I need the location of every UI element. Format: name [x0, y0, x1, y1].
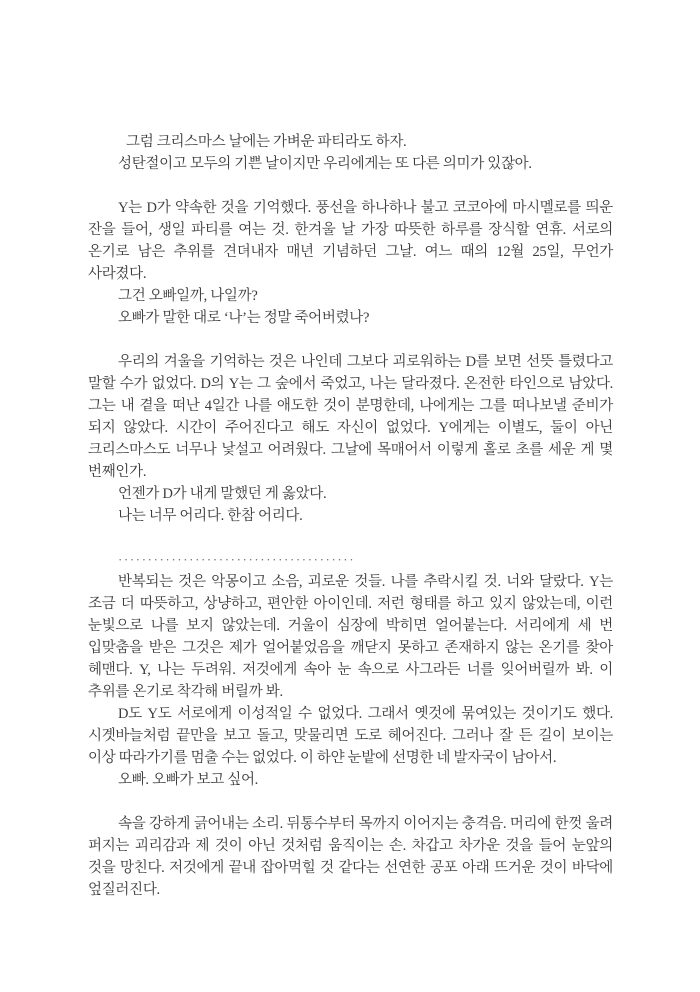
- dialogue-block-1: [88, 131, 613, 175]
- dialogue-block-2: [88, 285, 613, 329]
- dialogue-line: 그건 오빠일까, 나일까?: [118, 288, 258, 304]
- dialogue-block-3: [88, 483, 613, 527]
- section-divider: ········································: [118, 552, 356, 567]
- dialogue-line: 오빠가 말한 대로 ‘나’는 정말 죽어버렸나?: [118, 310, 370, 326]
- dialogue-line: 성탄절이고 모두의 기쁜 날이지만 우리에게는 또 다른 의미가 있잖아.: [118, 156, 532, 172]
- paragraph: 우리의 겨울을 기억하는 것은 나인데 그보다 괴로워하는 D를 보면 선뜻 틀렸다고 말할 수가 없었다. D의 Y는 그 숲에서 죽었고, 나는 달라졌다. 온전한 타인으로 남았다. 그는 내 곁을 떠난 4일간 나를 애도한 것이 분명한데, 나에게는 그를 떠나보낼 준비가 되지 않았다. 시간이 주어진다고 해도 자신이 없었다. Y에게는 이별도, 둘이 아닌 크리스마스도 너무나 낯설고 어려웠다. 그날에 목매어서 이렇게 홀로 초를 세운 게 몇 번째인가.: [88, 354, 613, 480]
- paragraph: 반복되는 것은 악몽이고 소음, 괴로운 것들. 나를 추락시킬 것. 너와 달랐다. Y는 조금 더 따뜻하고, 상냥하고, 편안한 아이인데. 저런 형태를 하고 있지 않았는데, 이런 눈빛으로 나를 보지 않았는데. 거울이 심장에 박히면 얼어붙는다. 서리에게 세 번 입맞춤을 받은 그것은 제가 얼어붙었음을 깨닫지 못하고 존재하지 않는 온기를 찾아 헤맨다. Y, 나는 두려워. 저것에게 속아 눈 속으로 사그라든 너를 잊어버릴까 봐. 이 추위를 온기로 착각해 버릴까 봐.: [88, 574, 613, 700]
- paragraph: 속을 강하게 긁어내는 소리. 뒤통수부터 목까지 이어지는 충격음. 머리에 한껏 울려 퍼지는 괴리감과 제 것이 아닌 것처럼 움직이는 손. 차갑고 차가운 것을 들어 눈앞의 것을 망친다. 저것에게 끝내 잡아먹힐 것 같다는 선연한 공포 아래 뜨거운 것이 바닥에 엎질러진다.: [88, 816, 613, 898]
- paragraph: D도 Y도 서로에게 이성적일 수 없었다. 그래서 옛것에 묶여있는 것이기도 했다. 시곗바늘처럼 끝만을 보고 돌고, 맞물리면 도로 헤어진다. 그러나 잘 든 길이 보이는 이상 따라가기를 멈출 수는 없었다. 이 하얀 눈밭에 선명한 네 발자국이 남아서.: [88, 706, 613, 766]
- document-content: [88, 131, 613, 901]
- dialogue-block-4: [88, 769, 613, 791]
- dialogue-line: 나는 너무 어리다. 한참 어리다.: [118, 508, 303, 524]
- paragraph: Y는 D가 약속한 것을 기억했다. 풍선을 하나하나 불고 코코아에 마시멜로를 띄운 잔을 들어, 생일 파티를 여는 것. 한겨울 날 가장 따뜻한 하루를 장식할 연휴. 서로의 온기로 남은 추위를 견뎌내자 매년 기념하던 그날. 여느 때의 12월 25일, 무언가 사라졌다.: [88, 200, 613, 282]
- dialogue-line: 그럼 크리스마스 날에는 가벼운 파티라도 하자.: [126, 134, 407, 150]
- dialogue-line: 오빠. 오빠가 보고 싶어.: [118, 772, 258, 788]
- dialogue-line: 언젠가 D가 내게 말했던 게 옳았다.: [118, 486, 327, 502]
